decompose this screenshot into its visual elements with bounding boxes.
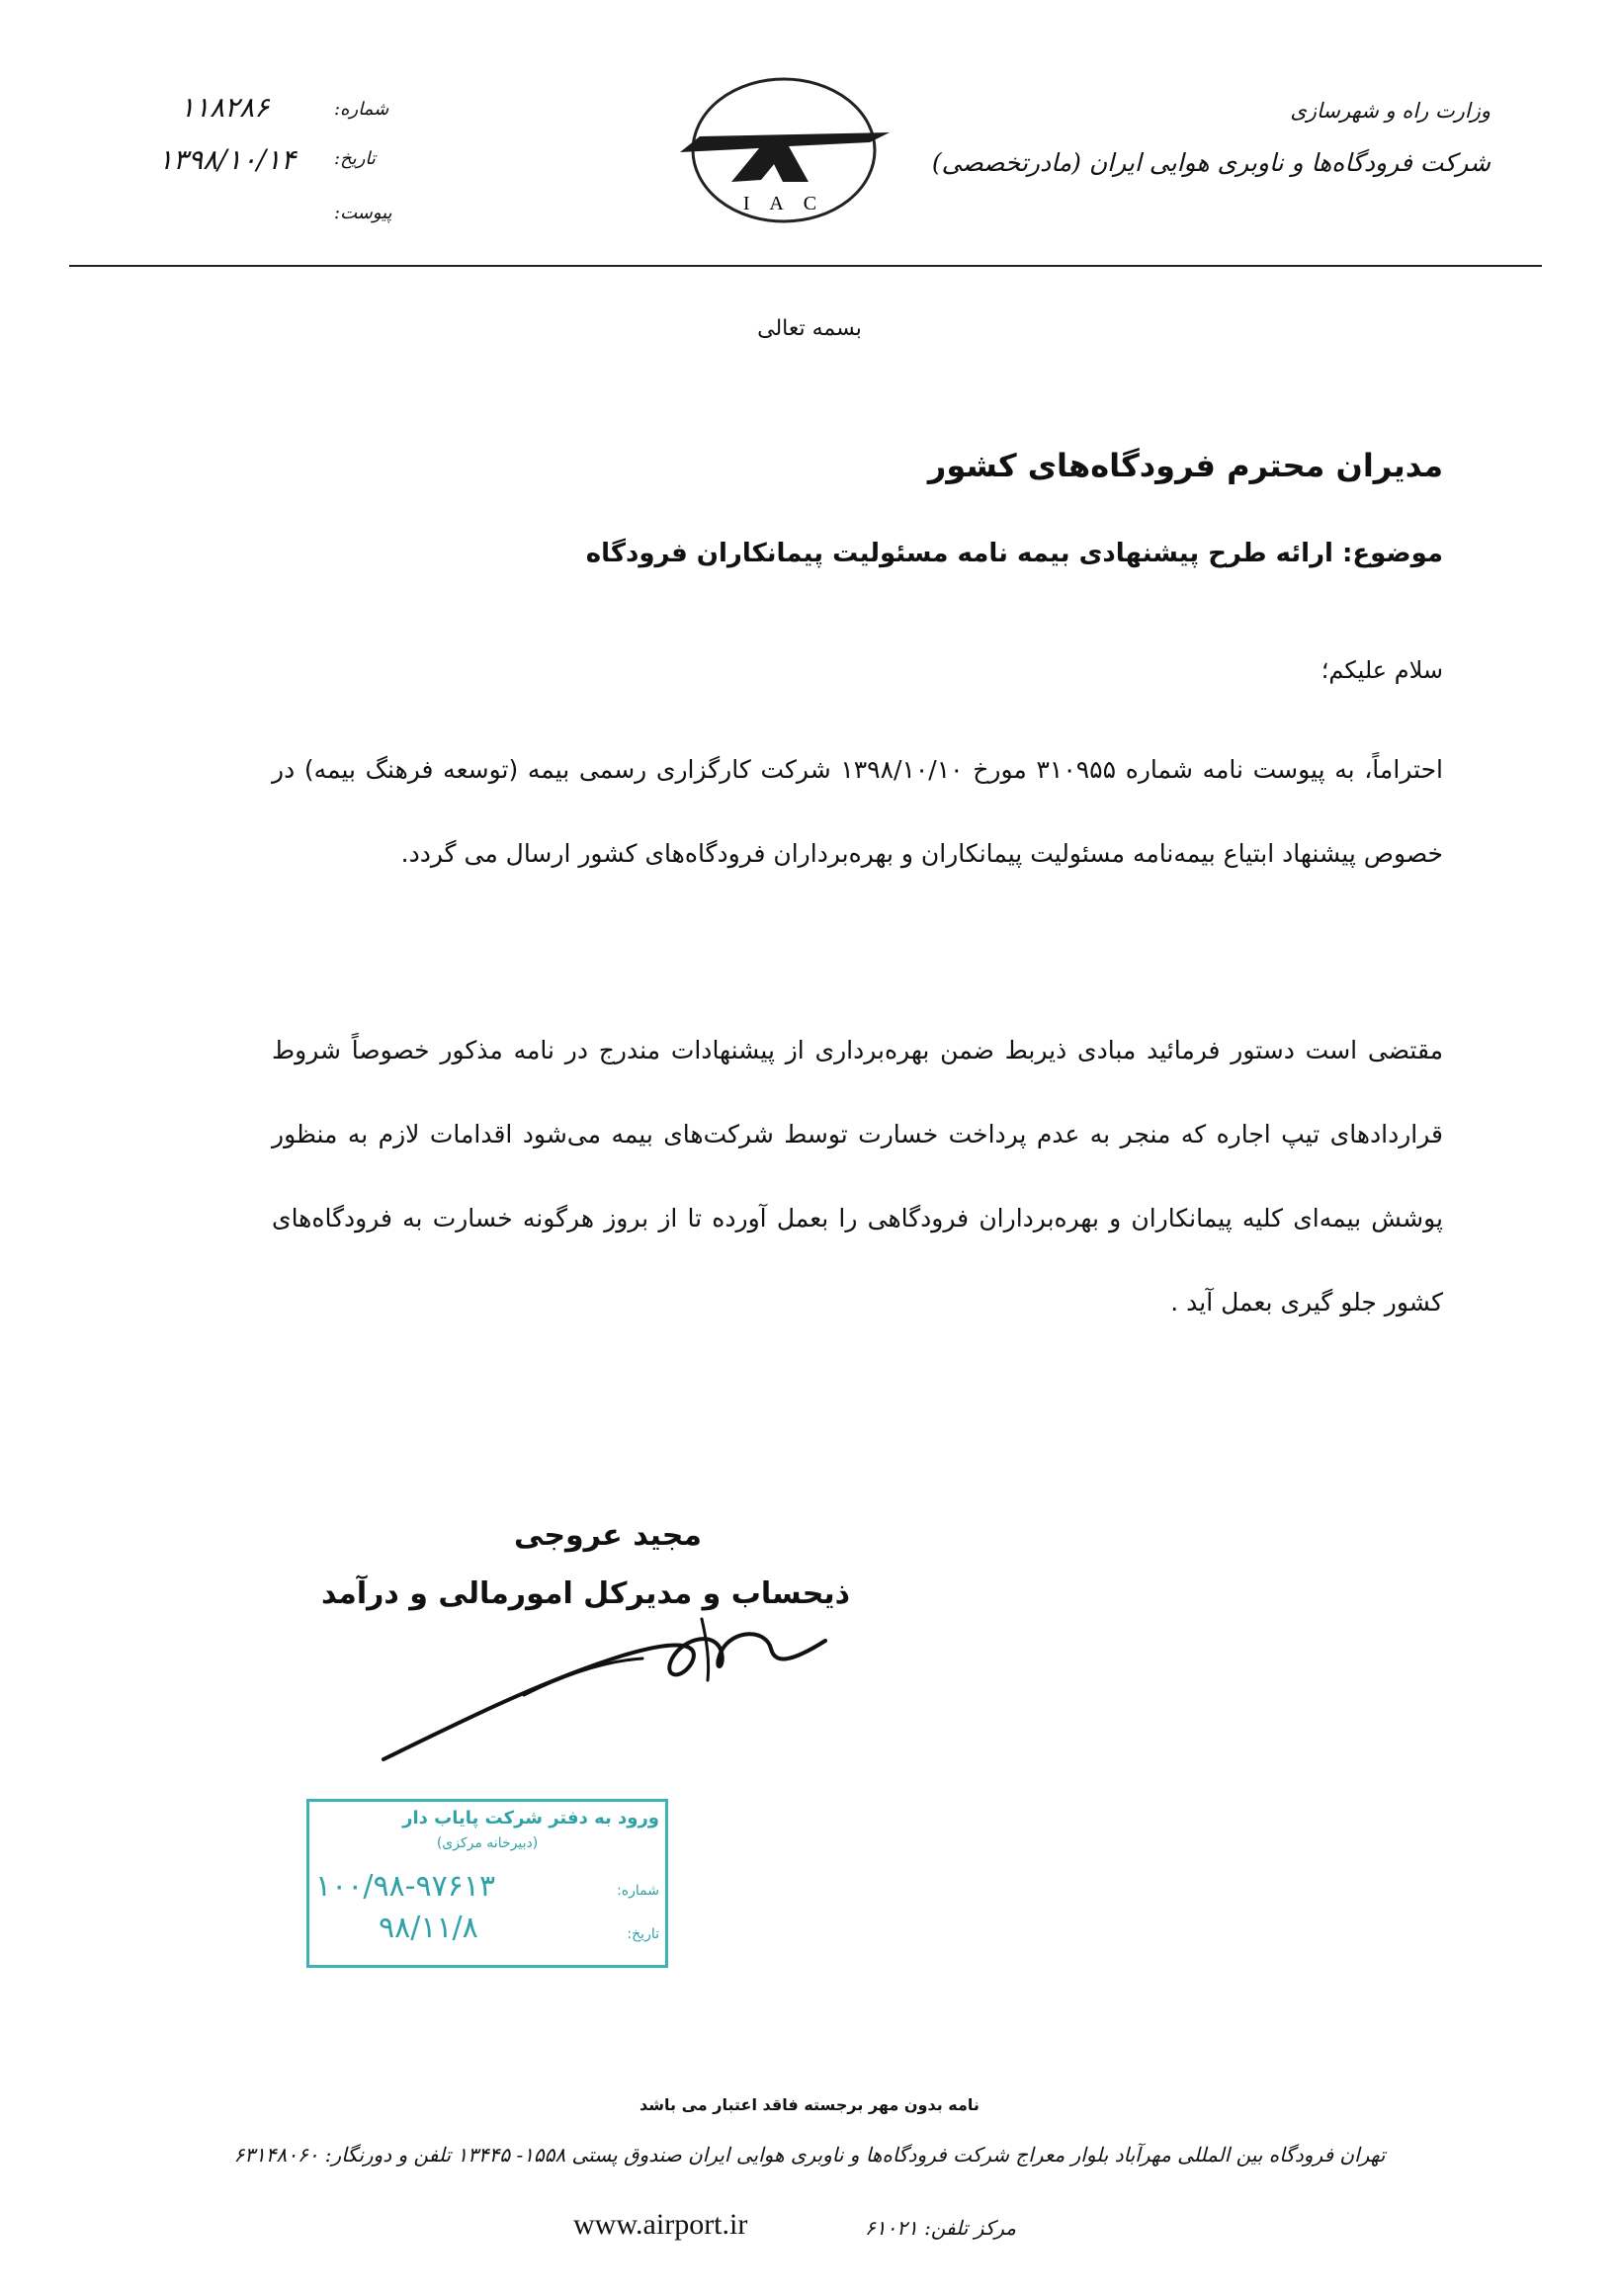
handwritten-signature <box>376 1601 830 1769</box>
header-divider <box>69 265 1542 267</box>
stamp-subtitle: (دبیرخانه مرکزی) <box>436 1835 539 1851</box>
date-value: ۱۳۹۸/۱۰/۱۴ <box>158 143 297 176</box>
attachment-label: پیوست: <box>334 203 392 223</box>
subject-line: موضوع: ارائه طرح پیشنهادی بیمه نامه مسئولیت پیمانکاران فرودگاه <box>585 539 1443 568</box>
body-paragraph-2: مقتضی است دستور فرمائید مبادی ذیربط ضمن بهره‌برداری از پیشنهادات مندرج در نامه مذکور خصوصاً شروط قراردادهای تیپ اجاره که منجر به عدم پرداخت خسارت توسط شرکت‌های بیمه می‌شود اقدامات لازم به منظور پوشش بیمه‌ای کلیه پیمانکاران و بهره‌برداران فرودگاهی را بعمل آورده تا از بروز هرگونه خسارت به فرودگاه‌های کشور جلو گیری بعمل آید . <box>272 1036 1443 1317</box>
stamp-date-label: تاریخ: <box>627 1926 659 1942</box>
date-label: تاریخ: <box>334 148 376 169</box>
ministry-name: وزارت راه و شهرسازی <box>1290 99 1491 123</box>
logo-text: I A C <box>742 193 825 214</box>
recipient: مدیران محترم فرودگاه‌های کشور <box>927 447 1443 484</box>
stamp-date: ۹۸/۱۱/۸ <box>379 1911 478 1945</box>
signer-title: ذیحساب و مدیرکل امورمالی و درآمد <box>320 1576 850 1611</box>
stamp-title: ورود به دفتر شرکت پایاب دار <box>402 1808 659 1828</box>
body-paragraph-1: احتراماً، به پیوست نامه شماره ۳۱۰۹۵۵ مورخ ۱۳۹۸/۱۰/۱۰ شرکت کارگزاری رسمی بیمه (توسعه فرهنگ بیمه) در خصوص پیشنهاد ابتیاع بیمه‌نامه مسئولیت پیمانکاران و بهره‌برداران فرودگاه‌های کشور ارسال می گردد. <box>272 755 1443 868</box>
signer-name: مجید عروجی <box>514 1518 702 1553</box>
bismillah: بسمه تعالی <box>757 316 862 341</box>
company-name: شرکت فرودگاه‌ها و ناوبری هوایی ایران (مادرتخصصی) <box>931 148 1491 177</box>
number-label: شماره: <box>334 99 389 120</box>
greeting: سلام علیکم؛ <box>1321 656 1443 684</box>
validity-note: نامه بدون مهر برجسته فاقد اعتبار می باشد <box>639 2095 980 2114</box>
stamp-number: ۱۰۰/۹۸-۹۷۶۱۳ <box>315 1869 496 1904</box>
received-stamp <box>306 1799 668 1968</box>
iac-logo <box>660 71 907 229</box>
footer-website: www.airport.ir <box>573 2208 748 2241</box>
footer-address: تهران فرودگاه بین المللی مهرآباد بلوار معراج شرکت فرودگاه‌ها و ناوبری هوایی ایران صندوق پستی ۱۵۵۸- ۱۳۴۴۵ تلفن و دورنگار: ۶۳۱۴۸۰۶۰ <box>233 2143 1386 2167</box>
stamp-number-label: شماره: <box>617 1883 659 1899</box>
number-value: ۱۱۸۲۸۶ <box>180 91 270 124</box>
footer-center-tel: مرکز تلفن: ۶۱۰۲۱ <box>865 2216 1017 2240</box>
